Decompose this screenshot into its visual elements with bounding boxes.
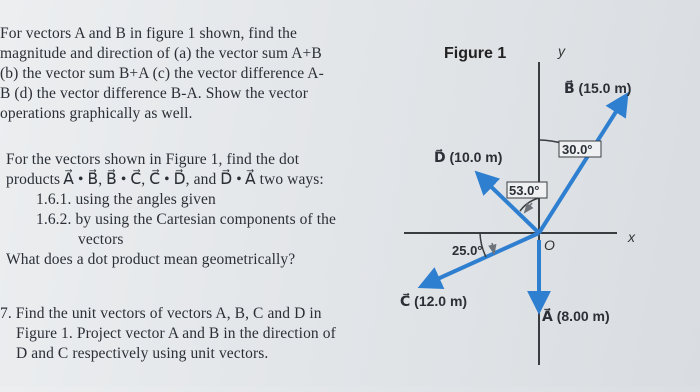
figure-1 [392,0,700,387]
q1-line: For vectors A and B in figure 1 shown, find the [0,25,298,42]
q1-line: (b) the vector sum B+A (c) the vector difference A- [0,65,324,82]
q7-line3: D and C respectively using unit vectors. [16,345,269,362]
x-axis-label: x [628,229,635,245]
vector-c-label: C⃗ (12.0 m) [400,293,468,309]
question-1-6 [6,150,392,270]
vector-diagram [392,0,700,387]
q1-line: magnitude and direction of (a) the vector sum A+B [0,45,322,62]
angle-c-label: 25.0° [452,243,483,258]
question-7 [0,304,388,364]
origin-label: O [544,237,555,253]
vector-d-label: D⃗ (10.0 m) [434,149,503,165]
angle-d-label: 53.0° [509,183,540,198]
q16-item2: 1.6.2. by using the Cartesian components of the [36,211,337,228]
q16-item1: 1.6.1. using the angles given [36,191,216,208]
q16-line1: For the vectors shown in Figure 1, find the dot [6,151,300,168]
q16-item2-cont: vectors [78,231,124,248]
q1-line: operations graphically as well. [0,105,193,122]
figure-title: Figure 1 [444,45,507,62]
y-axis-label: y [558,43,565,59]
q1-line: B (d) the vector difference B-A. Show the vector [0,85,308,102]
angle-c-pointer [492,243,494,253]
q16-line2: products A⃗ • B⃗, B⃗ • C⃗, C⃗ • D⃗, and D⃗ • A⃗ two ways: [6,171,324,188]
vector-b-arrow [539,96,626,233]
q7-line2: Figure 1. Project vector A and B in the direction of [16,325,336,342]
angle-b-label: 30.0° [562,142,593,157]
angle-d-arc [520,198,539,211]
q16-closing: What does a dot product mean geometrically? [6,251,296,268]
vector-a-label: A⃗ (8.00 m) [542,308,610,324]
question-1 [0,24,388,124]
vector-b-label: B⃗ (15.0 m) [564,80,632,96]
q7-line1: 7. Find the unit vectors of vectors A, B, C and D in [0,305,322,322]
